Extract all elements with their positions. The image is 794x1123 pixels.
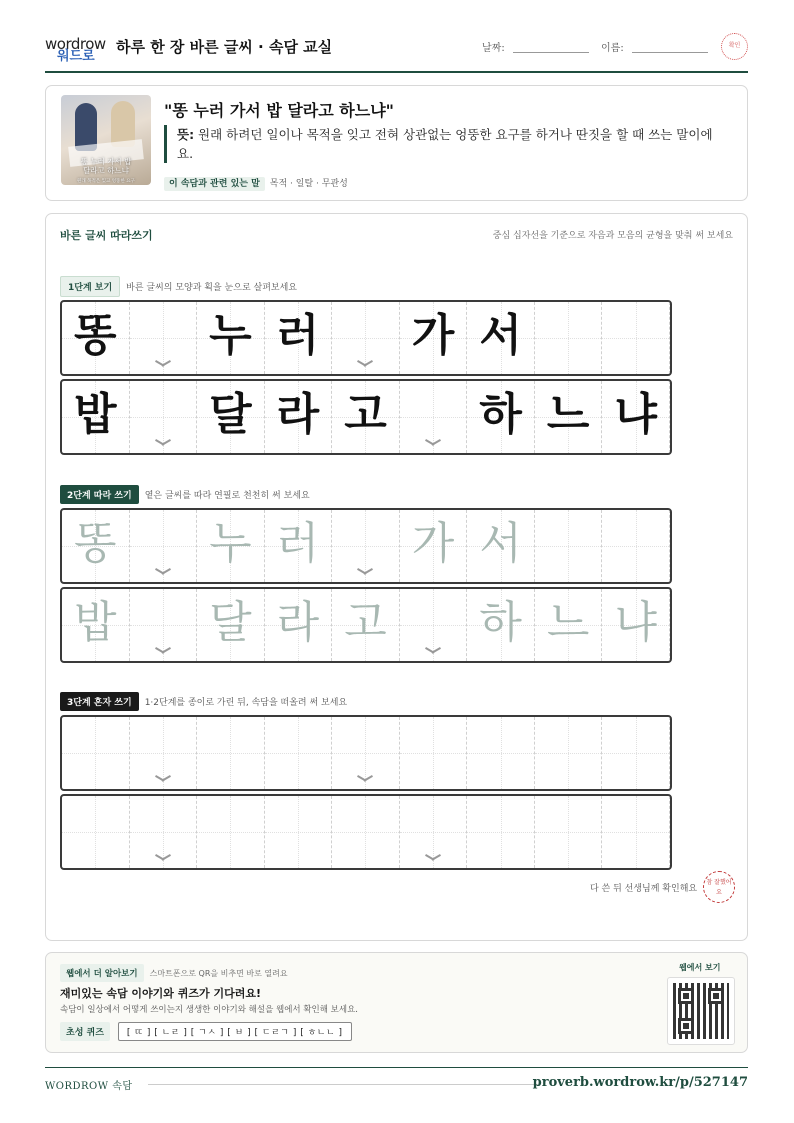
praise-stamp: 참 잘했어요 [703,871,735,903]
cell-glyph: 누 [209,310,252,361]
cell-glyph: 고 [344,597,387,648]
step2-row-2[interactable] [60,587,672,663]
meaning-label: 뜻: [177,127,195,142]
footer-url[interactable]: proverb.wordrow.kr/p/527147 [532,1075,748,1090]
writing-cell[interactable] [602,510,670,582]
writing-cell[interactable] [400,796,468,868]
step2-tag: 2단계 따라 쓰기 [60,485,139,504]
date-blank[interactable] [513,43,589,53]
space-mark-icon [156,568,170,576]
writing-cell[interactable] [400,510,468,582]
cell-glyph: 서 [479,310,522,361]
proverb-card [45,85,748,201]
step3-label [60,692,347,711]
step1-row-2 [60,379,672,455]
writing-cell[interactable] [400,717,468,789]
writing-cell[interactable] [197,510,265,582]
writing-cell[interactable] [602,717,670,789]
writing-cell[interactable] [62,796,130,868]
cell-glyph: 서 [479,518,522,569]
name-field[interactable] [601,39,708,54]
writing-cell[interactable] [467,717,535,789]
cell-glyph: 냐 [614,389,657,440]
writing-cell [467,302,535,374]
cell-glyph: 라 [276,389,320,440]
writing-cell [535,302,603,374]
writing-cell[interactable] [197,589,265,661]
page-footer [45,1067,748,1097]
space-mark-icon [426,439,440,447]
cell-glyph: 밥 [74,389,117,440]
writing-cell [130,302,198,374]
proverb-meaning [164,125,724,163]
cell-glyph: 누 [209,518,252,569]
space-mark-icon [426,854,440,862]
writing-cell[interactable] [602,589,670,661]
writing-cell[interactable] [535,796,603,868]
name-blank[interactable] [632,43,708,53]
writing-cell[interactable] [467,589,535,661]
space-mark-icon [358,360,372,368]
step1-desc: 바른 글씨의 모양과 획을 눈으로 살펴보세요 [126,283,297,293]
step3-desc: 1·2단계를 종이로 가린 뒤, 속담을 떠올려 써 보세요 [144,698,348,708]
cell-glyph: 냐 [614,597,657,648]
date-label: 날짜: [482,43,505,54]
cell-glyph: 달 [209,389,252,440]
web-section [45,952,748,1053]
writing-cell[interactable] [535,510,603,582]
step1-tag: 1단계 보기 [60,276,120,297]
step3-row-2[interactable] [60,794,672,870]
footer-brand: WORDROW 속담 [45,1081,133,1092]
related-tag: 이 속담과 관련 있는 말 [164,177,265,191]
web-description: 속담이 일상에서 어떻게 쓰이는지 생생한 이야기와 해설을 웹에서 확인해 보세요. [60,1005,358,1015]
related-words [164,176,348,189]
illustration-caption-2: 달라고 하느냐 [83,166,129,175]
web-headline: 재미있는 속담 이야기와 퀴즈가 기다려요! [60,987,261,1000]
cell-glyph: 똥 [74,310,117,361]
writing-cell[interactable] [197,717,265,789]
writing-cell [332,302,400,374]
space-mark-icon [156,360,170,368]
writing-cell[interactable] [130,589,198,661]
web-tag-desc: 스마트폰으로 QR을 비추면 바로 열려요 [149,969,288,978]
space-mark-icon [426,647,440,655]
writing-cell[interactable] [130,510,198,582]
qr-finder [678,1018,694,1034]
page-title: 하루 한 장 바른 글씨 · 속담 교실 [116,38,333,56]
writing-cell[interactable] [467,510,535,582]
practice-section [45,213,748,941]
writing-cell[interactable] [265,717,333,789]
writing-cell [130,381,198,453]
cell-glyph: 똥 [74,518,117,569]
writing-cell[interactable] [62,717,130,789]
space-mark-icon [156,775,170,783]
writing-cell[interactable] [130,717,198,789]
writing-cell[interactable] [265,510,333,582]
writing-cell[interactable] [130,796,198,868]
writing-cell[interactable] [332,717,400,789]
check-stamp: 확인 [721,33,748,60]
step3-row-1[interactable] [60,715,672,791]
cell-glyph: 라 [276,597,320,648]
cell-glyph: 느 [546,389,590,440]
space-mark-icon [156,854,170,862]
proverb-illustration [61,95,151,185]
cell-glyph: 가 [411,518,455,569]
qr-pattern [673,983,729,1039]
writing-cell[interactable] [602,796,670,868]
writing-cell [535,381,603,453]
date-field[interactable] [482,39,589,54]
proverb-title: "똥 누러 가서 밥 달라고 하느냐" [164,101,394,120]
footer-divider [148,1084,538,1085]
writing-cell[interactable] [535,717,603,789]
step2-row-1[interactable] [60,508,672,584]
related-list: 목적 · 일탈 · 무관성 [269,179,348,189]
writing-cell[interactable] [197,796,265,868]
writing-cell[interactable] [467,796,535,868]
qr-finder [678,988,694,1004]
writing-cell [62,381,130,453]
writing-cell[interactable] [332,589,400,661]
qr-finder [708,988,724,1004]
writing-cell [62,302,130,374]
cell-glyph: 러 [276,310,320,361]
cell-glyph: 고 [344,389,387,440]
step1-label [60,276,297,297]
writing-cell[interactable] [535,589,603,661]
writing-cell [197,381,265,453]
page-header [45,30,748,73]
space-mark-icon [358,568,372,576]
writing-cell[interactable] [62,589,130,661]
space-mark-icon [156,439,170,447]
writing-cell[interactable] [265,796,333,868]
confirm-note: 다 쓴 뒤 선생님께 확인해요 [590,884,698,894]
cell-glyph: 밥 [74,597,117,648]
step3-tag: 3단계 혼자 쓰기 [60,692,139,711]
qr-title: 웹에서 보기 [679,963,721,972]
writing-cell [265,302,333,374]
writing-cell[interactable] [332,796,400,868]
writing-cell [602,381,670,453]
logo-text-bottom: 워드로 [57,49,95,64]
cell-glyph: 러 [276,518,320,569]
writing-cell[interactable] [332,510,400,582]
space-mark-icon [156,647,170,655]
writing-cell[interactable] [265,589,333,661]
step2-label [60,485,310,504]
chosung-quiz [60,1022,352,1041]
writing-cell [265,381,333,453]
cell-glyph: 달 [209,597,252,648]
cell-glyph: 느 [546,597,590,648]
writing-cell [197,302,265,374]
wordrow-logo [45,35,107,65]
step2-desc: 옅은 글씨를 따라 연필로 천천히 써 보세요 [144,491,310,501]
writing-cell [602,302,670,374]
name-label: 이름: [601,43,624,54]
writing-cell[interactable] [62,510,130,582]
writing-cell[interactable] [400,589,468,661]
space-mark-icon [358,775,372,783]
cell-glyph: 하 [479,389,522,440]
practice-note: 중심 십자선을 기준으로 자음과 모음의 균형을 맞춰 써 보세요 [492,231,733,241]
web-tag-line [60,964,288,982]
writing-cell [467,381,535,453]
cell-glyph: 하 [479,597,522,648]
writing-cell [400,381,468,453]
step1-row-1 [60,300,672,376]
logo-text-top: wordrow [45,35,106,53]
practice-title: 바른 글씨 따라쓰기 [60,229,153,242]
quiz-tag: 초성 퀴즈 [60,1022,110,1041]
writing-cell [400,302,468,374]
illustration-caption-3: 원래 목적은 잊고 엉뚱한 요구 [77,179,135,184]
qr-code[interactable] [667,977,735,1045]
cell-glyph: 가 [411,310,455,361]
quiz-box: [ ㄸ ] [ ㄴㄹ ] [ ㄱㅅ ] [ ㅂ ] [ ㄷㄹㄱ ] [ ㅎㄴㄴ ] [118,1022,352,1041]
writing-cell [332,381,400,453]
illustration-caption-1: 똥 누러 가서 밥 [80,157,132,166]
meaning-text: 원래 하려던 일이나 목적을 잊고 전혀 상관없는 엉뚱한 요구를 하거나 딴짓을 할 때 쓰는 말이에요. [177,127,713,161]
web-tag: 웹에서 더 알아보기 [60,964,144,982]
